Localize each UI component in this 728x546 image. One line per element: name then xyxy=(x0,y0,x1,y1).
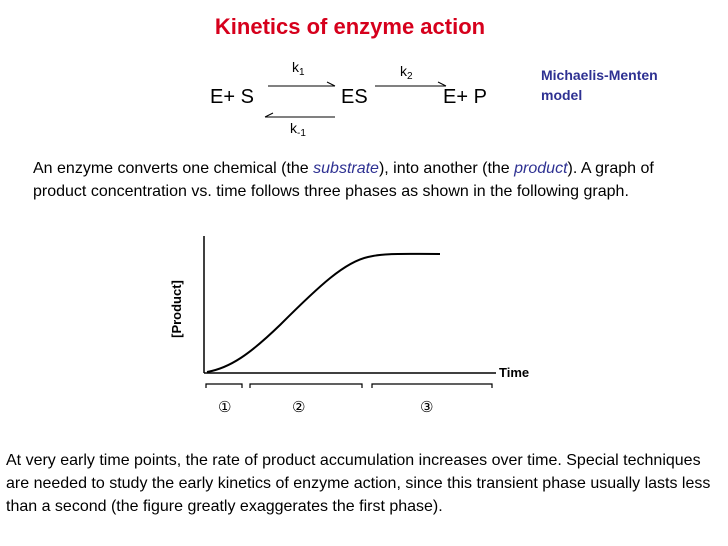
x-axis-label: Time xyxy=(499,365,530,380)
substrate-term: substrate xyxy=(313,160,379,177)
slide-title: Kinetics of enzyme action xyxy=(214,14,486,39)
reactants-label: E+ S xyxy=(210,86,254,108)
phase-brackets xyxy=(206,384,492,388)
intro-paragraph: An enzyme converts one chemical (the substrate), into another (the product). A graph of product concentration vs. time follows three phases as shown in the following graph. xyxy=(33,160,654,200)
phase-2-label: ② xyxy=(292,398,306,416)
products-label: E+ P xyxy=(443,86,487,108)
complex-label: ES xyxy=(341,86,368,108)
product-term: product xyxy=(514,160,568,177)
phase-3-label: ③ xyxy=(420,398,434,416)
model-label-line2: model xyxy=(541,87,583,103)
model-label-line1: Michaelis-Menten xyxy=(541,67,658,83)
closing-paragraph: At very early time points, the rate of product accumulation increases over time. Special techniques are needed to study the early kinetics of enzyme action, since this transient phase usually lasts less than a second (the figure greatly exaggerates the first phase). xyxy=(6,452,711,515)
y-axis-label: [Product] xyxy=(169,280,184,338)
k1-label: $k_1$ xyxy=(292,59,305,78)
product-curve xyxy=(207,254,440,372)
k-minus1-label: $k_{-1}$ xyxy=(290,120,306,139)
k2-label: $k_2$ xyxy=(400,63,413,82)
phase-1-label: ① xyxy=(218,398,232,416)
